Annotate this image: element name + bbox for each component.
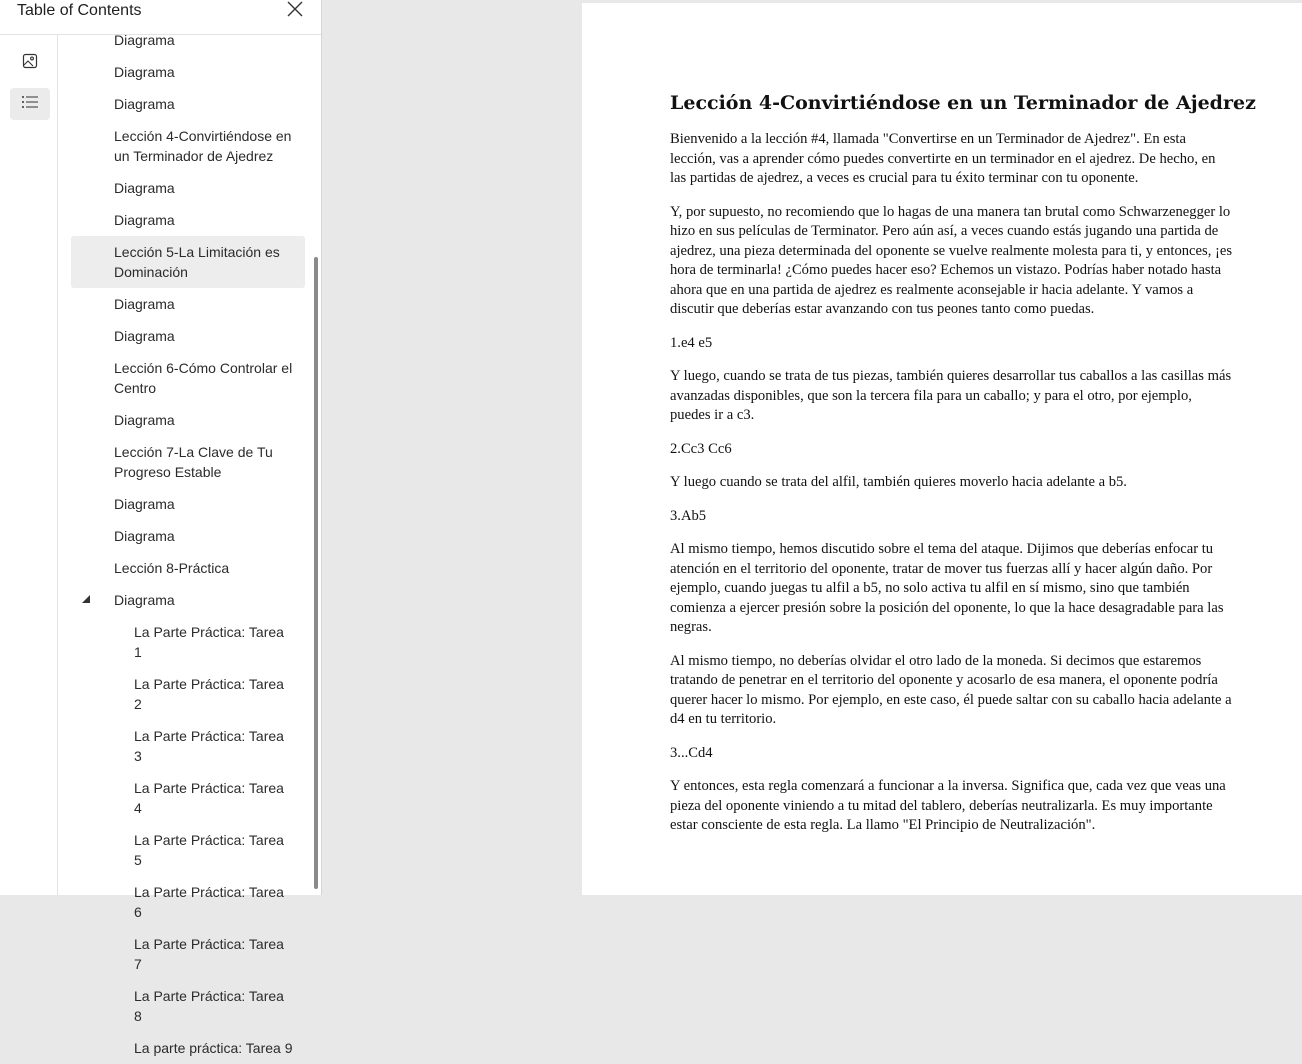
toc-item-label: Diagrama bbox=[114, 412, 175, 428]
toc-item[interactable] bbox=[71, 824, 305, 876]
toc-item-label: Diagrama bbox=[114, 64, 175, 80]
toc-item-label: La Parte Práctica: Tarea 4 bbox=[134, 780, 284, 816]
body-paragraph: 3.Ab5 bbox=[670, 507, 707, 524]
toc-item-label: Lección 4-Convirtiéndose en un Terminador de Ajedrez bbox=[114, 128, 292, 164]
toc-view-button[interactable] bbox=[10, 88, 50, 120]
chapter-title: Lección 4-Convirtiéndose en un Terminador de Ajedrez bbox=[670, 92, 1256, 114]
toc-item[interactable] bbox=[71, 616, 305, 668]
collapse-arrow-icon[interactable] bbox=[81, 594, 91, 604]
body-paragraph: 2.Cc3 Cc6 bbox=[670, 440, 732, 457]
toc-item-label: Lección 6-Cómo Controlar el Centro bbox=[114, 360, 293, 396]
toc-item[interactable] bbox=[71, 520, 305, 552]
list-icon bbox=[21, 94, 39, 115]
toc-item[interactable] bbox=[71, 24, 305, 56]
toc-item[interactable] bbox=[71, 488, 305, 520]
toc-item-label: Diagrama bbox=[114, 180, 175, 196]
toc-item-label: Diagrama bbox=[114, 96, 175, 112]
toc-item-label: Diagrama bbox=[114, 296, 175, 312]
toc-item[interactable] bbox=[71, 980, 305, 1032]
toc-item[interactable] bbox=[71, 552, 305, 584]
toc-item[interactable] bbox=[71, 288, 305, 320]
toc-item[interactable] bbox=[71, 56, 305, 88]
toc-item[interactable] bbox=[71, 404, 305, 436]
toc-item[interactable] bbox=[71, 928, 305, 980]
toc-item-label: La Parte Práctica: Tarea 1 bbox=[134, 624, 284, 660]
toc-item[interactable] bbox=[71, 436, 305, 488]
toc-item[interactable] bbox=[71, 172, 305, 204]
body-paragraph: Y entonces, esta regla comenzará a funcionar a la inversa. Significa que, cada vez que veas una pieza del oponente viniendo a tu mitad del tablero, deberías neutralizarla. Es muy importante estar consciente de esta regla. La llamo "El Principio de Neutralización". bbox=[670, 778, 1226, 833]
toc-item-label: Diagrama bbox=[114, 328, 175, 344]
toc-item[interactable] bbox=[71, 584, 305, 616]
toc-item-label: La Parte Práctica: Tarea 2 bbox=[134, 676, 284, 712]
toc-item-label: Diagrama bbox=[114, 32, 175, 48]
body-paragraph: Al mismo tiempo, hemos discutido sobre el tema del ataque. Dijimos que deberías enfocar tu atención en el territorio del oponente, tratar de mover tus fuerzas allí y hacer algún daño. Por ejemplo, cuando juegas tu alfil a b5, no solo activa tu alfil en sí mismo, sino que también comienza a ejercer presión sobre la posición del oponente, lo que la hace desagradable para las negras. bbox=[670, 541, 1224, 635]
toc-item[interactable] bbox=[71, 1032, 305, 1064]
image-view-button[interactable] bbox=[10, 47, 50, 79]
toc-item[interactable] bbox=[71, 668, 305, 720]
body-paragraph: 3...Cd4 bbox=[670, 744, 713, 761]
reading-area bbox=[322, 0, 1302, 895]
toc-item-label: Diagrama bbox=[114, 592, 175, 608]
body-paragraph: Al mismo tiempo, no deberías olvidar el otro lado de la moneda. Si decimos que estaremos tratando de penetrar en el territorio del oponente y acosarlo de esa manera, el oponente podría querer hacer lo mismo. Por ejemplo, en este caso, él puede saltar con su caballo hacia adelante a d4 en tu territorio. bbox=[670, 652, 1232, 727]
toc-item[interactable] bbox=[71, 204, 305, 236]
toc-item-label: Lección 8-Práctica bbox=[114, 560, 230, 576]
toc-item-label: La Parte Práctica: Tarea 5 bbox=[134, 832, 284, 868]
body-paragraph: Bienvenido a la lección #4, llamada "Convertirse en un Terminador de Ajedrez". En esta lección, vas a aprender cómo puedes convertirte en un terminador en el ajedrez. De hecho, en las partidas de ajedrez, a veces es crucial para tu éxito terminar con tu oponente. bbox=[670, 131, 1216, 186]
toc-panel bbox=[0, 0, 322, 1056]
body-paragraph: Y, por supuesto, no recomiendo que lo hagas de una manera tan brutal como Schwarzenegger lo hizo en sus películas de Terminator. Pero aún así, a veces cuando estás jugando una partida de ajedrez, una pieza determinada del oponente se vuelve realmente molesta para ti, y entonces, ¡es hora de terminarla! ¿Cómo puedes hacer eso? Echemos un vistazo. Podrías haber notado hasta ahora que en una partida de ajedrez es realmente aconsejable ir hacia adelante. Y vamos a discutir que deberías estar avanzando con tus peones tanto como puedas. bbox=[670, 203, 1233, 317]
toc-item[interactable] bbox=[71, 236, 305, 288]
toc-item-label: Diagrama bbox=[114, 212, 175, 228]
toc-list bbox=[58, 32, 314, 1056]
toc-item-label: Diagrama bbox=[114, 496, 175, 512]
toc-scrollbar[interactable] bbox=[314, 257, 318, 889]
toc-item-label: La Parte Práctica: Tarea 6 bbox=[134, 884, 284, 920]
image-icon bbox=[22, 53, 38, 74]
body-paragraph: Y luego, cuando se trata de tus piezas, también quieres desarrollar tus caballos a las casillas más avanzadas disponibles, que son la tercera fila para un caballo; y para el otro, por ejemplo, puedes ir a c3. bbox=[670, 368, 1232, 423]
side-rail bbox=[0, 35, 58, 895]
close-icon[interactable] bbox=[285, 0, 305, 20]
toc-title: Table of Contents bbox=[17, 2, 142, 19]
toc-item-label: Lección 5-La Limitación es Dominación bbox=[114, 244, 280, 280]
toc-item[interactable] bbox=[71, 120, 305, 172]
toc-item[interactable] bbox=[71, 352, 305, 404]
toc-item-label: Diagrama bbox=[114, 528, 175, 544]
toc-item[interactable] bbox=[71, 320, 305, 352]
toc-item[interactable] bbox=[71, 772, 305, 824]
toc-item[interactable] bbox=[71, 720, 305, 772]
book-page bbox=[582, 3, 1302, 895]
body-paragraph: 1.e4 e5 bbox=[670, 334, 713, 351]
toc-item[interactable] bbox=[71, 88, 305, 120]
chapter-body bbox=[670, 130, 1232, 850]
toc-item-label: La Parte Práctica: Tarea 7 bbox=[134, 936, 284, 972]
toc-item-label: La Parte Práctica: Tarea 3 bbox=[134, 728, 284, 764]
toc-item-label: Lección 7-La Clave de Tu Progreso Estable bbox=[114, 444, 273, 480]
toc-item[interactable] bbox=[71, 876, 305, 928]
toc-item-label: La Parte Práctica: Tarea 8 bbox=[134, 988, 284, 1024]
body-paragraph: Y luego cuando se trata del alfil, también quieres moverlo hacia adelante a b5. bbox=[670, 474, 1127, 490]
toc-item-label: La parte práctica: Tarea 9 bbox=[134, 1040, 293, 1056]
